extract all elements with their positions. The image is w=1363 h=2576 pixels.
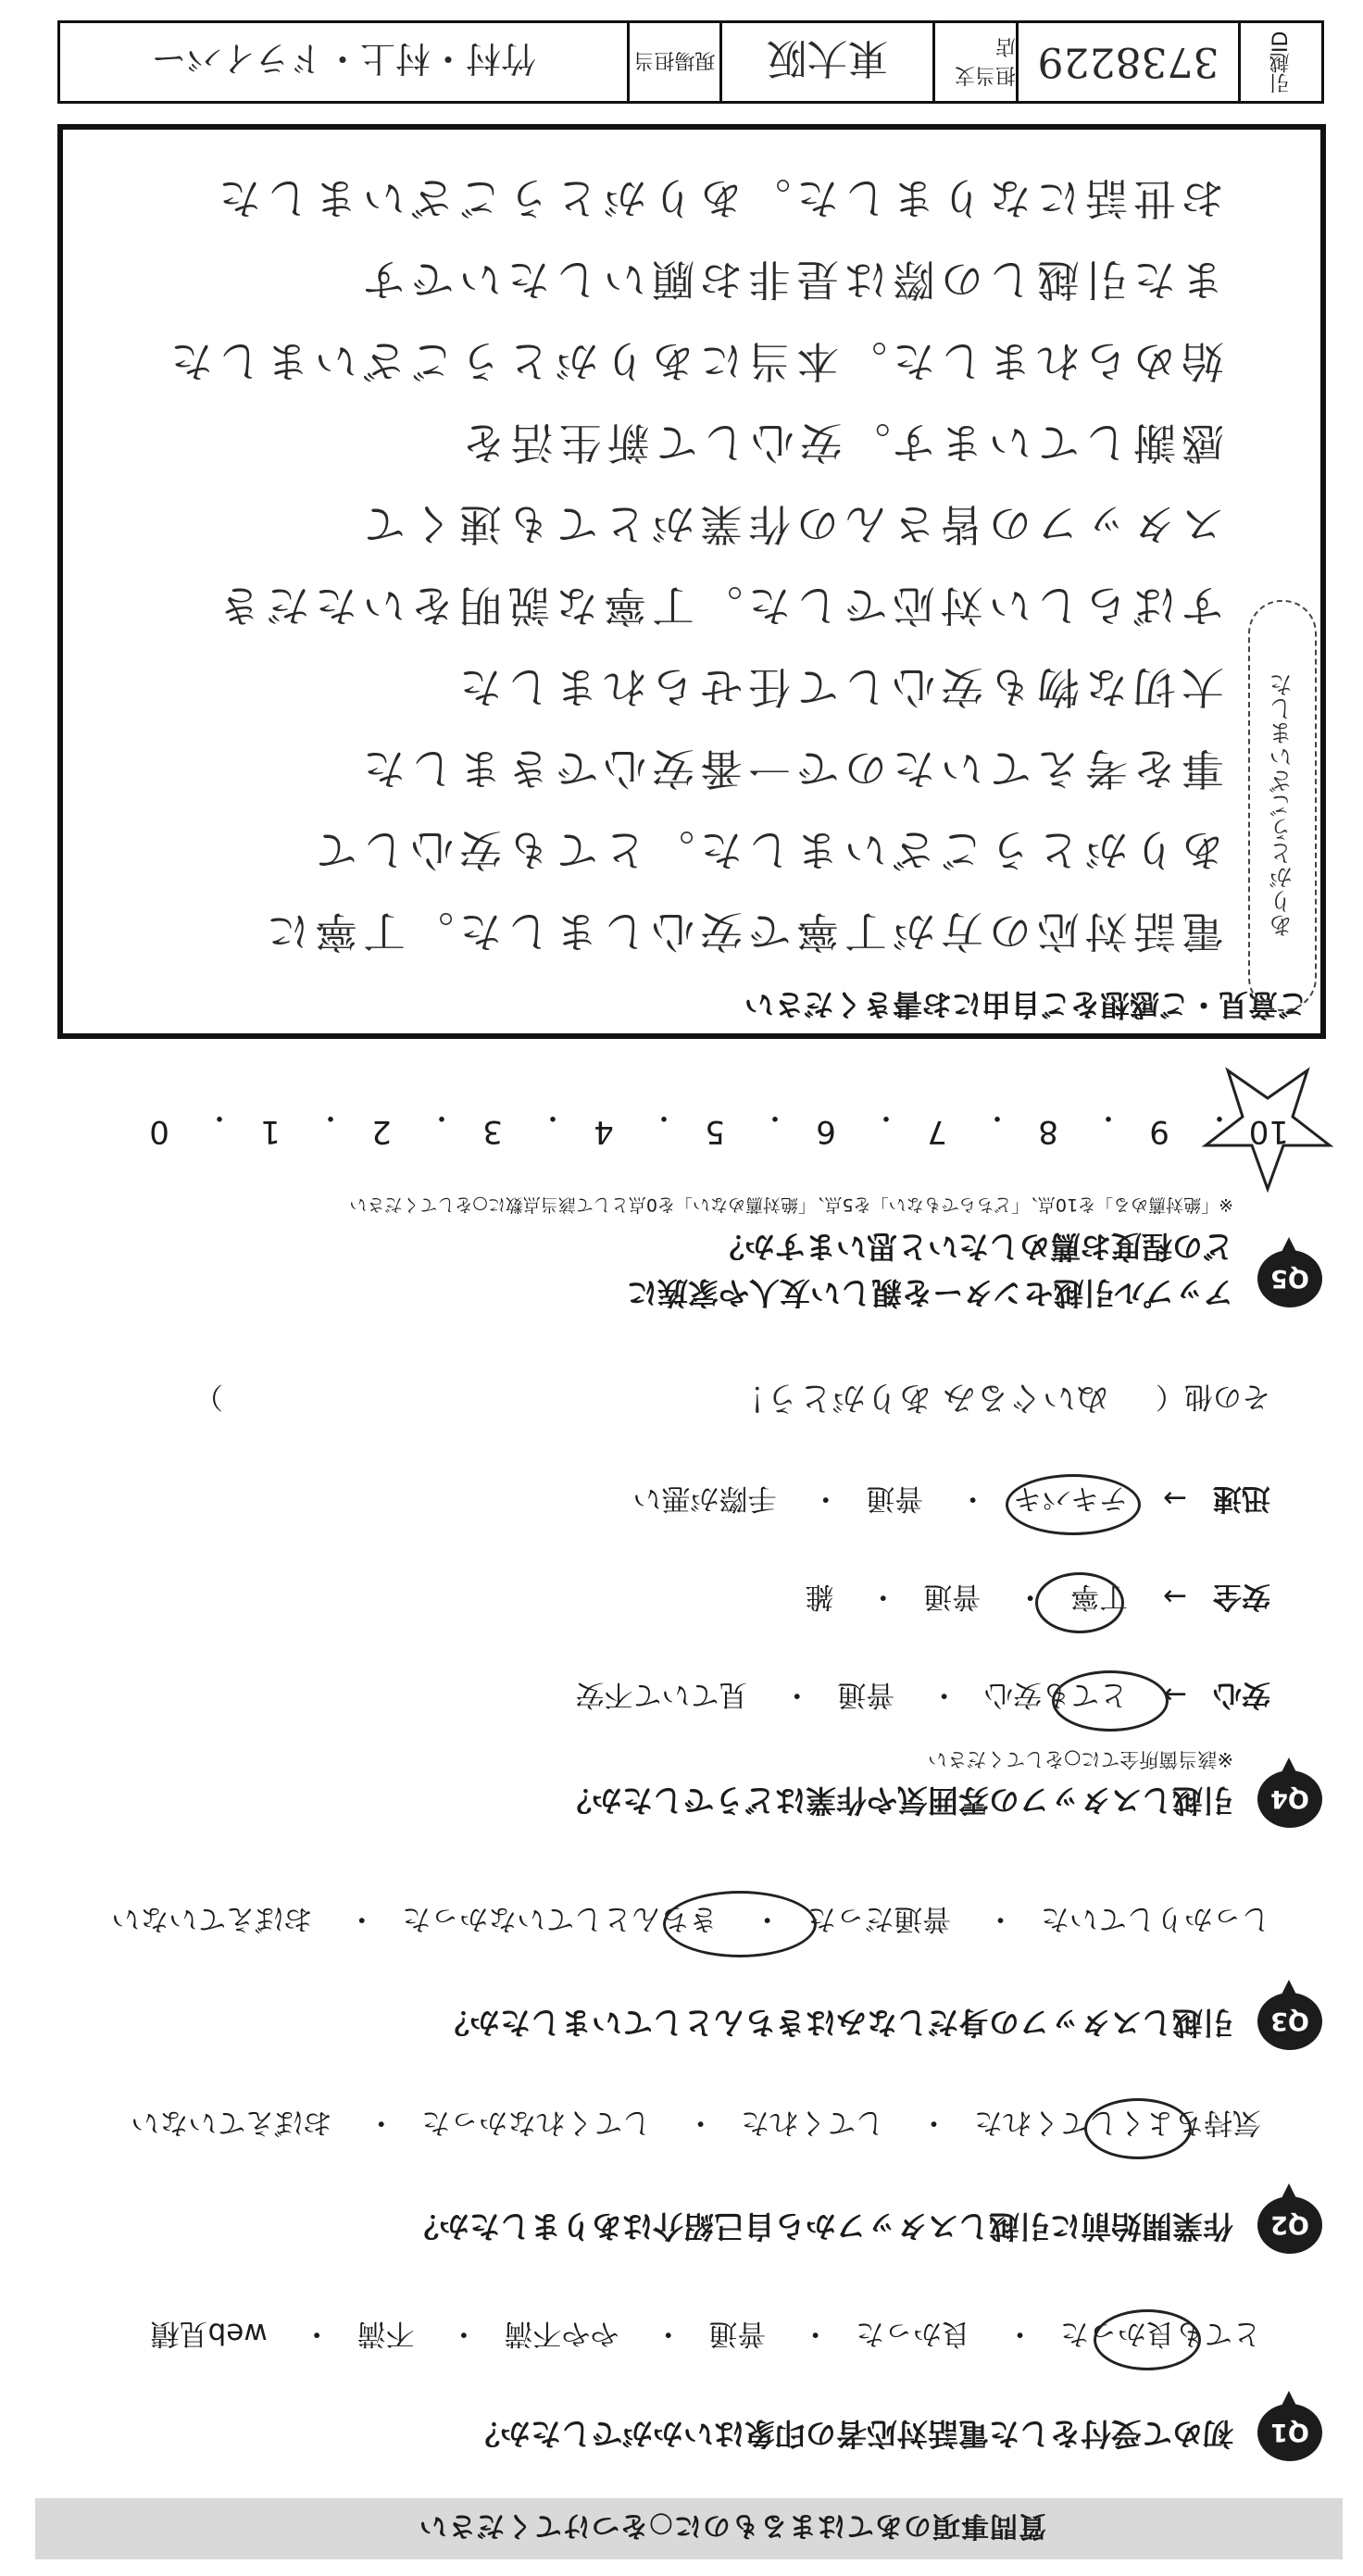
footer-branch-value: 東大阪 [719,23,932,101]
q5-note: ※「絶対薦める」を10点、「どちらでもない」を5点、「絶対薦めない」を0点として該当点数に○をしてください [349,1194,1233,1215]
comment-line: お世話になりました。ありがとうございました [213,173,1224,223]
comment-line: 始められました。本当にありがとうございました [165,336,1224,386]
comment-title: ご意見・ご感想をご自由にお書きください [744,987,1307,1022]
q4-anzen-selection-mark [1035,1572,1124,1633]
rating-scale: 10 ・ 9 ・ 8 ・ 7 ・ 6 ・ 5 ・ 4 ・ 3 ・ 2 ・ 1 ・ 0 [122,1094,1289,1150]
q4-row-label: 安全 [1213,1580,1270,1613]
q4-other [194,1377,1270,1424]
q3-badge: Q3 [1257,1993,1322,2050]
rating-2[interactable]: 2 [371,1113,392,1150]
q4-other-close: ） [194,1380,223,1413]
q2-option[interactable]: おぼえていない [131,2106,332,2139]
comment-line: ありがとうございました。とても安心して [309,825,1224,875]
q4-option[interactable]: 普通 [866,1482,924,1515]
q4-other-value[interactable]: ぬいぐるみ ありがとう！ [732,1379,1110,1417]
q4-option[interactable]: 丁寧 [1070,1580,1129,1613]
q4-option[interactable]: 雑 [805,1580,834,1613]
q3-option[interactable]: おぼえていない [111,1902,313,1935]
comment-line: 電話対応の方が丁寧で安心しました。丁寧に [261,907,1224,957]
q2-option[interactable]: してくれなかった [421,2106,652,2139]
footer-id-value: 3738229 [1016,23,1238,101]
q4-question: 引越しスタッフの雰囲気や作業はどうでしたか？ [561,1782,1233,1819]
rating-0[interactable]: 0 [149,1113,169,1150]
q4-row-jinsoku: 迅速→ テキパキ・ 普通・ 手際が悪い [632,1482,1270,1515]
comment-line: すばらしい対応でした。丁寧な説明をいただき [213,581,1224,631]
q5-question-line2: どの程度お薦めしたいと思いますか？ [714,1229,1233,1265]
q5-question-line1: アップル引越センターを親しい友人や家族に [626,1275,1233,1311]
q4-option[interactable]: 普通 [837,1678,895,1711]
q1-badge: Q1 [1257,2404,1322,2461]
q2-option[interactable]: 気持ちよくしてくれた [974,2106,1261,2139]
rating-3[interactable]: 3 [482,1113,503,1150]
rating-1[interactable]: 1 [260,1113,281,1150]
comment-line: 事を考えていたので一番安心できました [357,744,1224,794]
q3-selection-mark [663,1891,817,1957]
q1-selection-mark [1094,2309,1201,2370]
q2-badge: Q2 [1257,2196,1322,2254]
q4-row-label: 安心 [1213,1678,1270,1711]
q1-options: とても良かった・ 良かった・ 普通・ やや不満・ 不満・ web見積 [150,2317,1261,2350]
q2-options: 気持ちよくしてくれた・ してくれた・ してくれなかった・ おぼえていない [131,2106,1261,2139]
q3-option[interactable]: しっかりしていた [1041,1902,1270,1935]
instruction-banner: 質問事項のあてはまるものに○をつけてください [35,2498,1343,2559]
side-thanks-note: ありがとうございました [1248,600,1317,1011]
star-selection-mark [1198,1057,1337,1196]
q1-question: 初めて受付をした電話対応者の印象はいかがでしたか？ [469,2416,1233,2452]
rating-9[interactable]: 9 [1149,1113,1169,1150]
q4-option[interactable]: テキパキ [1013,1482,1129,1515]
comment-line: また引越しの際は是非お願いしたいです [357,255,1224,305]
q4-row-anshin: 安心→ とても安心・ 普通・ 見ていて不安 [575,1678,1270,1711]
comment-line: 感謝しています。安心して新生活を [456,418,1224,468]
q1-option[interactable]: 普通 [708,2317,767,2350]
rating-4[interactable]: 4 [594,1113,614,1150]
q1-option[interactable]: 不満 [356,2317,415,2350]
comment-line: 大切な物も安心して任せられました [454,662,1224,712]
q1-option[interactable]: web見積 [150,2317,268,2350]
q3-option[interactable]: きちんとしていなかった [402,1902,719,1935]
q4-row-anzen: 安全→ 丁寧・ 普通・ 雑 [805,1580,1270,1613]
footer-staff-value: 竹村・村上・ドライバー [150,38,537,80]
q3-question: 引越しスタッフの身だしなみはきちんとしていましたか？ [439,2005,1233,2041]
q4-option[interactable]: 手際が悪い [632,1482,777,1515]
rating-6[interactable]: 6 [816,1113,836,1150]
q1-option[interactable]: やや不満 [504,2317,619,2350]
q1-option[interactable]: とても良かった [1060,2317,1261,2350]
q3-options: しっかりしていた・ 普通だった・ きちんとしていなかった・ おぼえていない [111,1902,1270,1935]
rating-8[interactable]: 8 [1038,1113,1058,1150]
rating-7[interactable]: 7 [927,1113,947,1150]
comment-line: スタッフの皆さんの作業がとても速くて [357,499,1224,549]
q4-badge: Q4 [1257,1770,1322,1828]
q2-question: 作業開始前に引越しスタッフから自己紹介はありましたか？ [408,2208,1233,2245]
rating-10[interactable]: 10 [1248,1113,1289,1150]
rating-5[interactable]: 5 [705,1113,725,1150]
footer-table [57,20,1324,104]
footer-branch-label: 担当支店 [932,23,1016,101]
q4-option[interactable]: 普通 [923,1580,982,1613]
q4-jinsoku-selection-mark [1006,1474,1141,1535]
q1-option[interactable]: 良かった [856,2317,971,2350]
q4-row-label: 迅速 [1213,1482,1270,1515]
q2-option[interactable]: してくれた [741,2106,885,2139]
q4-other-label: その他（ [1156,1380,1270,1413]
footer-staff-label: 現場担当 [627,23,719,101]
q2-selection-mark [1084,2098,1192,2159]
q4-option[interactable]: とても安心 [984,1678,1129,1711]
q3-option[interactable]: 普通だった [807,1902,952,1935]
q4-anshin-selection-mark [1052,1670,1169,1732]
footer-id-label: 引越ID [1238,23,1321,101]
q4-option[interactable]: 見ていて不安 [575,1678,748,1711]
q5-badge: Q5 [1257,1250,1322,1307]
q4-note: ※該当箇所全てに○をしてください [928,1748,1233,1770]
